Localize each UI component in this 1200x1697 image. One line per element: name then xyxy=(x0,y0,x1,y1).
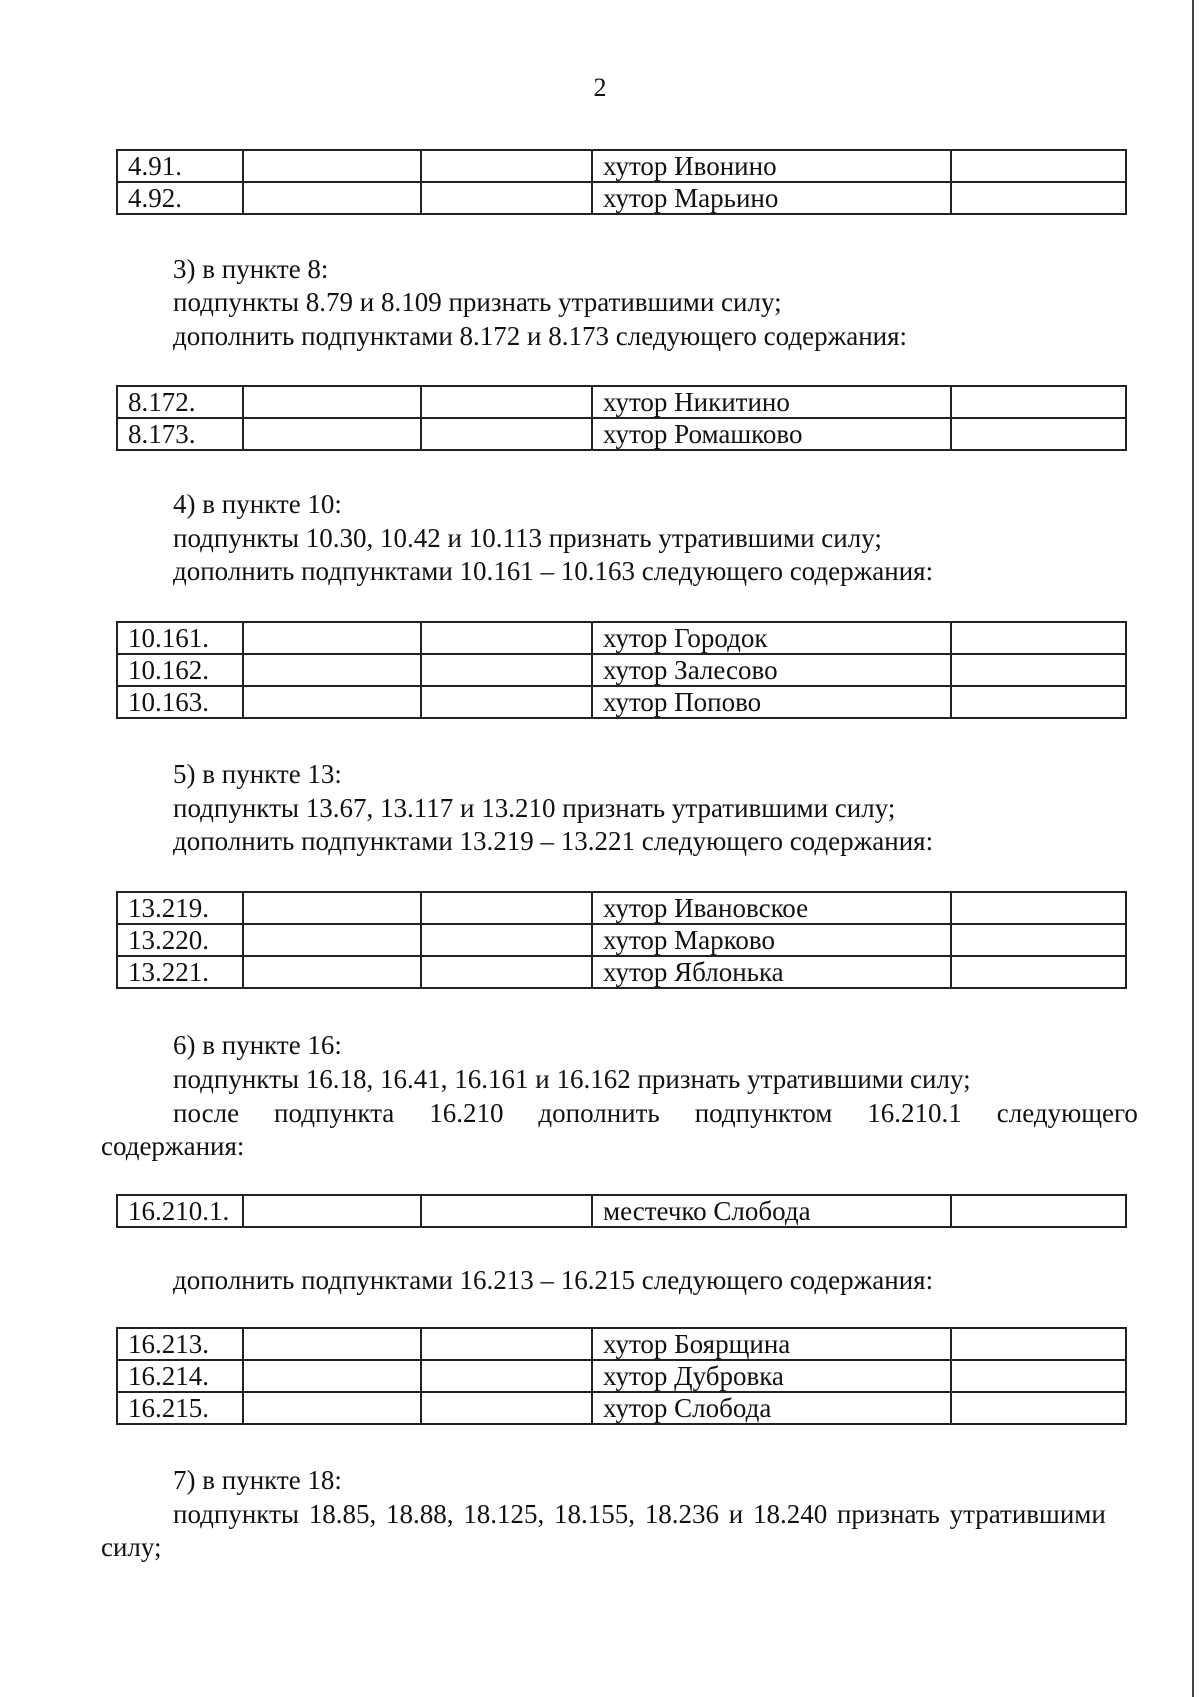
table-row xyxy=(117,1392,1126,1424)
item-number: 10.161. xyxy=(117,622,243,654)
settlement-name: хутор Никитино xyxy=(592,386,951,418)
page-edge xyxy=(1192,0,1194,1697)
item-number: 13.221. xyxy=(117,956,243,988)
table-items-8 xyxy=(116,385,1127,451)
word: 16.210 xyxy=(429,1098,504,1128)
item-number: 16.213. xyxy=(117,1328,243,1360)
item-number: 4.91. xyxy=(117,150,243,182)
paragraph-line: подпункты 10.30, 10.42 и 10.113 признать утратившими силу; xyxy=(173,523,882,553)
settlement-name: хутор Ромашково xyxy=(592,418,951,450)
table-row xyxy=(117,1360,1126,1392)
justified-line xyxy=(173,1097,1138,1129)
table-row xyxy=(117,892,1126,924)
paragraph-continuation: силу; xyxy=(101,1532,162,1562)
word: после xyxy=(173,1098,240,1128)
settlement-name: хутор Ивонино xyxy=(592,150,951,182)
paragraph-continuation: содержания: xyxy=(101,1131,245,1161)
table-row xyxy=(117,924,1126,956)
section-heading: 5) в пункте 13: xyxy=(173,759,342,789)
settlement-name: хутор Попово xyxy=(592,686,951,718)
table-row xyxy=(117,418,1126,450)
justified-line xyxy=(173,1498,1138,1530)
paragraph-line: подпункты 18.85, 18.88, 18.125, 18.155, 18.236 и 18.240 признать утратившими xyxy=(173,1499,1106,1529)
table-row xyxy=(117,1328,1126,1360)
section-heading: 4) в пункте 10: xyxy=(173,489,342,519)
word: подпунктом xyxy=(694,1098,833,1128)
section-heading: 7) в пункте 18: xyxy=(173,1465,342,1495)
item-number: 13.219. xyxy=(117,892,243,924)
settlement-name: хутор Ивановское xyxy=(592,892,951,924)
item-number: 16.214. xyxy=(117,1360,243,1392)
paragraph-line: подпункты 16.18, 16.41, 16.161 и 16.162 признать утратившими силу; xyxy=(173,1064,971,1094)
table-items-4 xyxy=(116,149,1127,215)
paragraph-line: дополнить подпунктами 10.161 – 10.163 следующего содержания: xyxy=(173,556,934,586)
settlement-name: хутор Дубровка xyxy=(592,1360,951,1392)
table-row xyxy=(117,622,1126,654)
table-row xyxy=(117,150,1126,182)
word: подпункта xyxy=(274,1098,395,1128)
item-number: 8.172. xyxy=(117,386,243,418)
table-items-13 xyxy=(116,891,1127,989)
table-row xyxy=(117,182,1126,214)
table-row xyxy=(117,386,1126,418)
table-row xyxy=(117,1195,1126,1227)
paragraph-line: дополнить подпунктами 13.219 – 13.221 следующего содержания: xyxy=(173,826,934,856)
settlement-name: хутор Яблонька xyxy=(592,956,951,988)
item-number: 16.210.1. xyxy=(117,1195,243,1227)
table-items-16-210 xyxy=(116,1194,1127,1228)
settlement-name: хутор Марьино xyxy=(592,182,951,214)
settlement-name: хутор Марково xyxy=(592,924,951,956)
item-number: 4.92. xyxy=(117,182,243,214)
item-number: 13.220. xyxy=(117,924,243,956)
word: следующего xyxy=(996,1098,1138,1128)
table-items-10 xyxy=(116,621,1127,719)
item-number: 10.162. xyxy=(117,654,243,686)
settlement-name: местечко Слобода xyxy=(592,1195,951,1227)
settlement-name: хутор Слобода xyxy=(592,1392,951,1424)
paragraph-line: дополнить подпунктами 16.213 – 16.215 следующего содержания: xyxy=(173,1265,934,1295)
paragraph-line: дополнить подпунктами 8.172 и 8.173 следующего содержания: xyxy=(173,321,908,351)
table-items-16 xyxy=(116,1327,1127,1425)
item-number: 8.173. xyxy=(117,418,243,450)
item-number: 10.163. xyxy=(117,686,243,718)
table-row xyxy=(117,654,1126,686)
word: дополнить xyxy=(538,1098,660,1128)
settlement-name: хутор Залесово xyxy=(592,654,951,686)
settlement-name: хутор Городок xyxy=(592,622,951,654)
section-heading: 3) в пункте 8: xyxy=(173,254,329,284)
page-number: 2 xyxy=(593,73,607,102)
word: 16.210.1 xyxy=(867,1098,962,1128)
table-row xyxy=(117,686,1126,718)
item-number: 16.215. xyxy=(117,1392,243,1424)
section-heading: 6) в пункте 16: xyxy=(173,1030,342,1060)
paragraph-line: подпункты 8.79 и 8.109 признать утратившими силу; xyxy=(173,287,782,317)
paragraph-line: подпункты 13.67, 13.117 и 13.210 признать утратившими силу; xyxy=(173,793,896,823)
settlement-name: хутор Боярщина xyxy=(592,1328,951,1360)
table-row xyxy=(117,956,1126,988)
